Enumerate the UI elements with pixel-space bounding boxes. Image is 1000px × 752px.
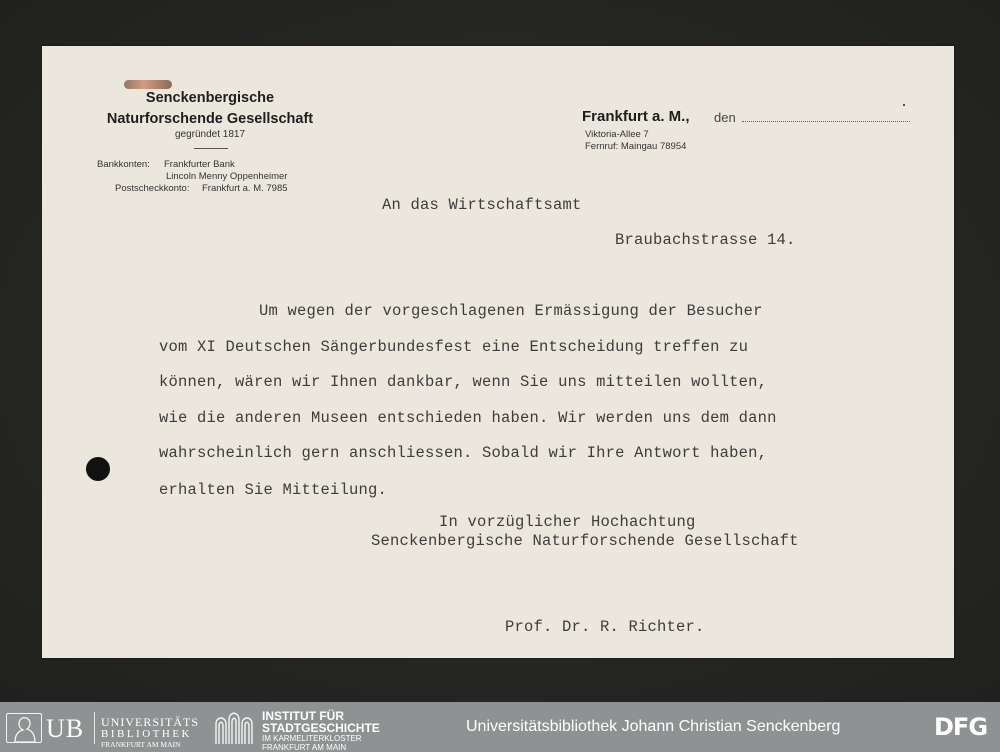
founded-year: gegründet 1817 <box>174 129 246 140</box>
phone: Fernruf: Maingau 78954 <box>585 141 687 152</box>
closing-organization: Senckenbergische Naturforschende Gesellschaft <box>371 532 799 550</box>
paper-speck <box>903 104 905 106</box>
ub-line3: FRANKFURT AM MAIN <box>101 740 181 749</box>
closing: In vorzüglicher Hochachtung <box>439 513 696 531</box>
ub-divider <box>94 712 95 744</box>
ub-initials: UB <box>46 714 85 743</box>
isg-line3: IM KARMELITERKLOSTER <box>262 734 362 743</box>
postcheck-value: Frankfurt a. M. 7985 <box>202 183 288 194</box>
stamp-mark <box>124 80 172 89</box>
body-line: wie die anderen Museen entschieden haben. Wir werden uns dem dann <box>159 409 777 427</box>
isg-line2: STADTGESCHICHTE <box>262 721 380 735</box>
body-line: wahrscheinlich gern anschliessen. Sobald wir Ihre Antwort haben, <box>159 444 768 462</box>
bank-1: Frankfurter Bank <box>164 159 235 170</box>
bank-label: Bankkonten: <box>97 159 150 170</box>
ub-line1: UNIVERSITÄTS <box>101 715 199 729</box>
city: Frankfurt a. M., <box>582 108 690 125</box>
footer-bar <box>0 702 1000 752</box>
ub-line2: BIBLIOTHEK <box>101 728 192 740</box>
body-line: vom XI Deutschen Sängerbundesfest eine Entscheidung treffen zu <box>159 338 749 356</box>
body-line: können, wären wir Ihnen dankbar, wenn Sie uns mitteilen wollten, <box>159 373 768 391</box>
signature: Prof. Dr. R. Richter. <box>505 618 705 636</box>
punch-hole <box>86 457 110 481</box>
dfg-logo: DFG <box>934 713 988 741</box>
society-name-line1: Senckenbergische <box>145 90 275 106</box>
recipient-street: Braubachstrasse 14. <box>615 231 796 249</box>
goethe-portrait-icon <box>6 713 42 743</box>
isg-line1: INSTITUT FÜR <box>262 709 344 723</box>
letterhead-divider <box>194 148 228 149</box>
date-label: den <box>714 110 736 125</box>
address: Viktoria-Allee 7 <box>585 129 649 140</box>
society-name-line2: Naturforschende Gesellschaft <box>106 111 314 127</box>
library-name: Universitätsbibliothek Johann Christian Senckenberg <box>466 718 841 735</box>
recipient: An das Wirtschaftsamt <box>382 196 582 214</box>
postcheck-label: Postscheckkonto: <box>115 183 190 194</box>
date-line <box>742 121 910 122</box>
body-line: erhalten Sie Mitteilung. <box>159 481 388 499</box>
isg-line4: FRANKFURT AM MAIN <box>262 743 347 752</box>
body-line: Um wegen der vorgeschlagenen Ermässigung der Besucher <box>259 302 763 320</box>
bank-2: Lincoln Menny Oppenheimer <box>166 171 288 182</box>
arches-icon <box>214 712 254 744</box>
